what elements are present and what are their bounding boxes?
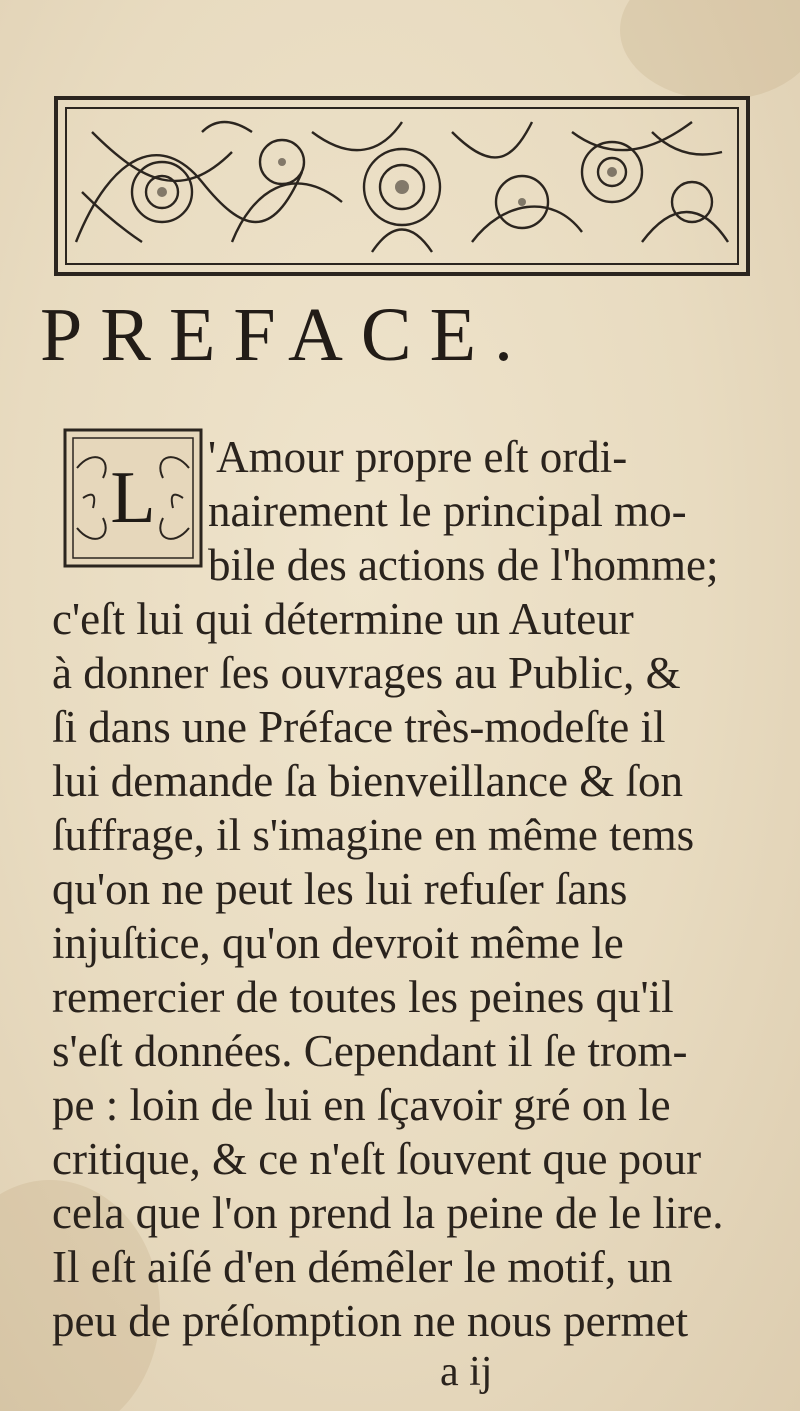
text-line: s'eſt données. Cependant il ſe trom- <box>52 1026 688 1076</box>
page-title: PREFACE. <box>40 293 532 377</box>
text-line: ſi dans une Préface très-modeſte il <box>52 702 666 752</box>
text-line: lui demande ſa bienveillance & ſon <box>52 756 684 806</box>
text-line: c'eſt lui qui détermine un Auteur <box>52 594 634 644</box>
text-line: pe : loin de lui en ſçavoir gré on le <box>52 1080 671 1130</box>
text-line: qu'on ne peut les lui refuſer ſans <box>52 864 628 914</box>
text-line: cela que l'on prend la peine de le lire. <box>52 1188 724 1238</box>
text-line: peu de préſomption ne nous permet <box>52 1296 689 1346</box>
text-line: à donner ſes ouvrages au Public, & <box>52 648 681 698</box>
text-line: ſuffrage, il s'imagine en même tems <box>52 810 695 860</box>
text-line: nairement le principal mo- <box>208 486 687 536</box>
text-line: bile des actions de l'homme; <box>208 540 719 590</box>
text-line: 'Amour propre eſt ordi- <box>208 432 628 482</box>
text-line: critique, & ce n'eſt ſouvent que pour <box>52 1134 702 1184</box>
text-line: injuſtice, qu'on devroit même le <box>52 918 624 968</box>
text-line: Il eſt aiſé d'en démêler le motif, un <box>52 1242 673 1292</box>
drop-cap-letter: L <box>110 457 156 539</box>
signature-mark: a ij <box>440 1349 493 1395</box>
text-line: remercier de toutes les peines qu'il <box>52 972 674 1022</box>
